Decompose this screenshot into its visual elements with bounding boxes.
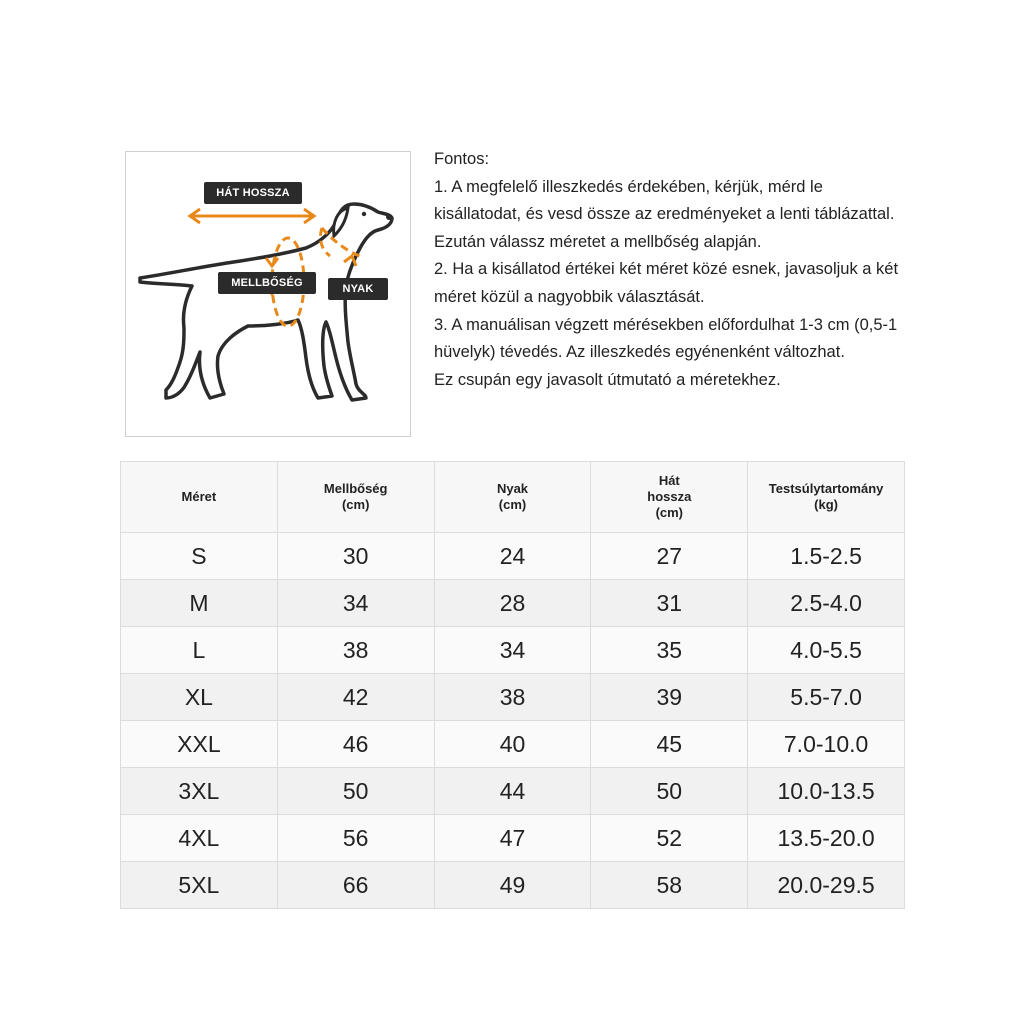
header-weight-range: Testsúlytartomány (kg) [748,462,905,533]
cell-size: XL [121,674,278,721]
cell-weight: 10.0-13.5 [748,768,905,815]
note-line-3: 3. A manuálisan végzett mérésekben előfordulhat 1-3 cm (0,5-1 hüvelyk) tévedés. Az illeszkedés egyénenként változhat. [434,315,898,362]
cell-size: M [121,580,278,627]
cell-neck: 28 [434,580,591,627]
cell-back: 39 [591,674,748,721]
cell-neck: 49 [434,862,591,909]
cell-chest: 34 [277,580,434,627]
cell-weight: 13.5-20.0 [748,815,905,862]
cell-chest: 38 [277,627,434,674]
header-back-length: Hát hossza (cm) [591,462,748,533]
cell-weight: 2.5-4.0 [748,580,905,627]
cell-back: 31 [591,580,748,627]
cell-chest: 30 [277,533,434,580]
cell-size: 3XL [121,768,278,815]
cell-back: 45 [591,721,748,768]
important-notes [434,146,904,394]
cell-neck: 38 [434,674,591,721]
table-header-row [121,462,905,533]
cell-size: S [121,533,278,580]
table-row [121,815,905,862]
table-row [121,580,905,627]
cell-back: 52 [591,815,748,862]
cell-back: 35 [591,627,748,674]
note-line-4: Ez csupán egy javasolt útmutató a méretekhez. [434,370,781,389]
header-neck: Nyak (cm) [434,462,591,533]
cell-neck: 34 [434,627,591,674]
cell-neck: 44 [434,768,591,815]
table-row [121,533,905,580]
cell-back: 50 [591,768,748,815]
notes-heading: Fontos: [434,150,490,168]
table-row [121,627,905,674]
cell-size: 5XL [121,862,278,909]
header-chest: Mellbőség (cm) [277,462,434,533]
cell-weight: 7.0-10.0 [748,721,905,768]
cell-size: XXL [121,721,278,768]
cell-neck: 40 [434,721,591,768]
dog-outline [140,204,392,400]
label-chest: MELLBŐSÉG [218,272,316,294]
back-length-arrow [190,209,314,223]
cell-chest: 42 [277,674,434,721]
size-chart-table [120,461,905,909]
table-row [121,768,905,815]
cell-neck: 24 [434,533,591,580]
cell-back: 27 [591,533,748,580]
dog-measurement-diagram [125,151,411,437]
cell-size: 4XL [121,815,278,862]
cell-size: L [121,627,278,674]
dog-eye [362,212,366,216]
cell-weight: 1.5-2.5 [748,533,905,580]
cell-back: 58 [591,862,748,909]
note-line-1: 1. A megfelelő illeszkedés érdekében, kérjük, mérd le kisállatodat, és vesd össze az eredményeket a lenti táblázattal. Ezután válassz méretet a mellbőség alapján. [434,177,895,251]
table-row [121,862,905,909]
cell-weight: 5.5-7.0 [748,674,905,721]
note-line-2: 2. Ha a kisállatod értékei két méret közé esnek, javasoljuk a két méret közül a nagyobbik választását. [434,260,899,306]
table-row [121,721,905,768]
dog-nose [386,214,392,220]
cell-weight: 20.0-29.5 [748,862,905,909]
cell-chest: 50 [277,768,434,815]
header-size: Méret [121,462,278,533]
cell-chest: 56 [277,815,434,862]
cell-neck: 47 [434,815,591,862]
cell-chest: 66 [277,862,434,909]
label-neck: NYAK [328,278,388,300]
label-back-length: HÁT HOSSZA [204,182,302,204]
cell-chest: 46 [277,721,434,768]
cell-weight: 4.0-5.5 [748,627,905,674]
table-row [121,674,905,721]
